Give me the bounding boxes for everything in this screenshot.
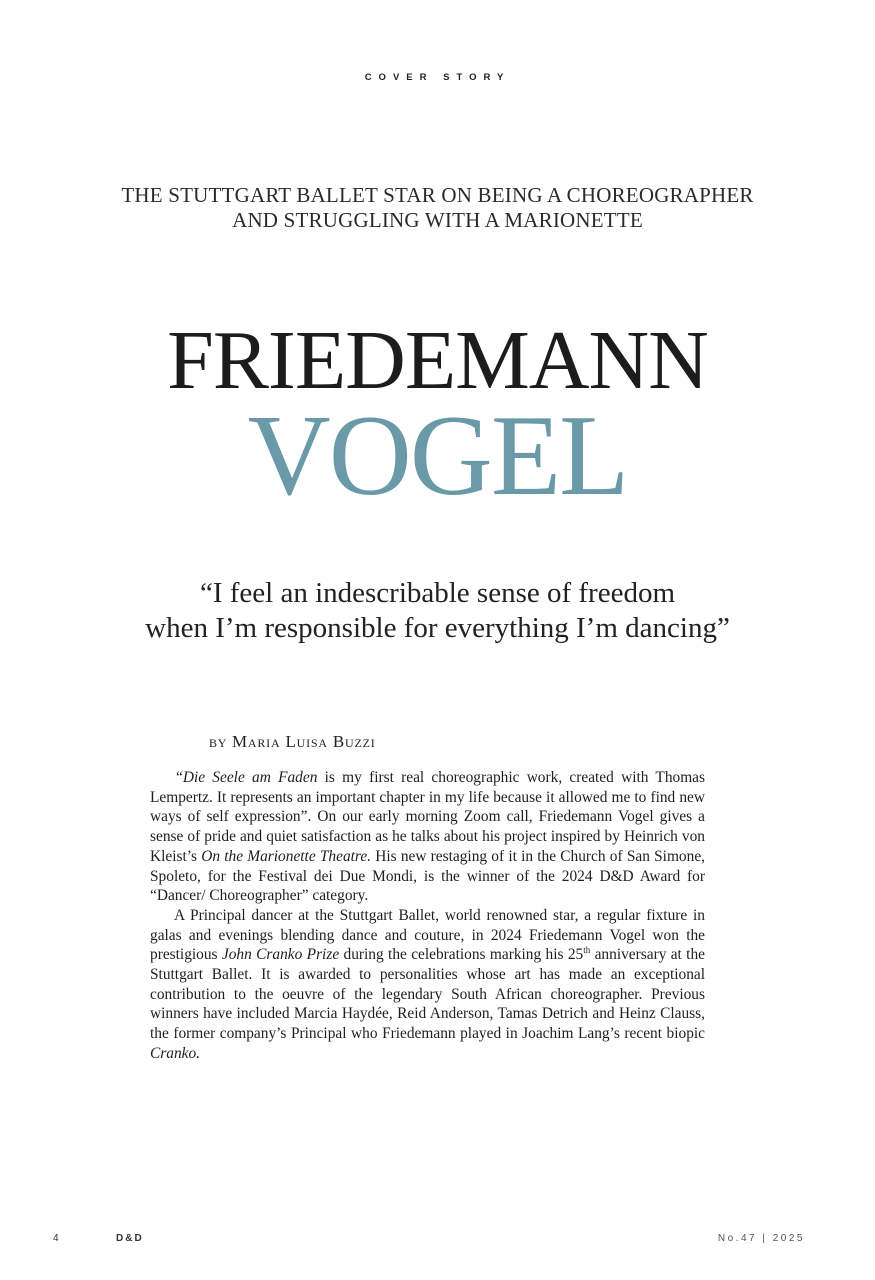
headline-last-name: VOGEL — [247, 392, 628, 519]
pull-quote-line: “I feel an indescribable sense of freedom — [199, 577, 676, 609]
issue-info: No.47 | 2025 — [717, 1233, 805, 1244]
page-number: 4 — [53, 1233, 59, 1244]
article-body — [150, 768, 705, 1064]
ordinal-suffix: th — [583, 945, 591, 956]
body-text: is my first real choreographic work, created with Thomas Lempertz. It represents an important chapter in my life because it allowed me to find new ways of self expression”. On our early morning Zoom call, Friedemann Vogel gives a sense of pride and quiet satisfaction as he talks about his project inspired by Heinrich von Kleist’s — [150, 769, 705, 865]
body-text: His new restaging of it in the Church of San Simone, Spoleto, for the Festival dei Due Mondi, is the winner of the 2024 D&D Award for “Dancer/ Choreographer” category. — [150, 847, 705, 905]
body-paragraph — [150, 906, 705, 1064]
film-title: Cranko. — [150, 1044, 201, 1062]
work-title: Die Seele am Faden — [182, 769, 318, 786]
body-text: anniversary at the Stuttgart Ballet. It is awarded to personalities whose art has made an exceptional contribution to the oeuvre of the legendary South African choreographer. Previous winners have included Marcia Haydée, Reid Anderson, Tamas Detrich and Heinz Clauss, the former company’s Principal who Friedemann played in Joachim Lang’s recent biopic — [150, 946, 705, 1043]
article-kicker — [0, 183, 875, 233]
byline-author: Maria Luisa Buzzi — [231, 732, 376, 751]
open-quote: “ — [176, 769, 183, 786]
body-text: during the celebrations marking his 25 — [339, 946, 584, 964]
pull-quote-line: when I’m responsible for everything I’m dancing” — [145, 612, 730, 644]
kicker-line: AND STRUGGLING WITH A MARIONETTE — [232, 208, 643, 232]
section-label: COVER STORY — [364, 72, 511, 83]
body-paragraph — [150, 768, 705, 906]
body-text: A Principal dancer at the Stuttgart Ballet, world renowned star, a regular fixture in galas and evenings blending dance and couture, in 2024 Friedemann Vogel won the prestigious — [150, 906, 705, 964]
byline — [209, 732, 376, 752]
pull-quote — [0, 576, 875, 646]
prize-title: John Cranko Prize — [221, 946, 340, 964]
kicker-line: THE STUTTGART BALLET STAR ON BEING A CHOREOGRAPHER — [121, 183, 754, 207]
byline-prefix: by — [209, 732, 228, 751]
magazine-name: D&D — [116, 1233, 144, 1244]
work-title: On the Marionette Theatre. — [201, 847, 372, 865]
headline-first-name: FRIEDEMANN — [167, 314, 708, 407]
